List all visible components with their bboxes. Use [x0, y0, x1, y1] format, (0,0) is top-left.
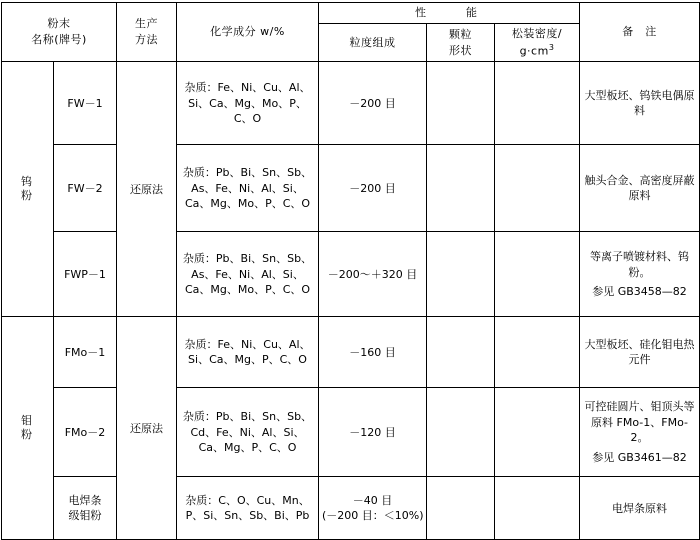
- header-particle-shape: 颗粒 形状: [427, 23, 495, 62]
- grade-fmo-2: FMo－2: [54, 388, 117, 477]
- shape-welding-rod-mo: [427, 477, 495, 540]
- size-welding-rod-mo: －40 目 (－200 目：＜10%): [319, 477, 427, 540]
- size-fmo-1: －160 目: [319, 317, 427, 388]
- chem-fw-2: 杂质：Pb、Bi、Sn、Sb、As、Fe、Ni、Al、Si、Ca、Mg、Mo、P、C、O: [177, 145, 319, 232]
- chem-fw-1: 杂质：Fe、Ni、Cu、Al、Si、Ca、Mg、Mo、P、C、O: [177, 62, 319, 145]
- table-row: [2, 388, 700, 477]
- chem-fmo-1: 杂质：Fe、Ni、Cu、Al、Si、Ca、Mg、P、C、O: [177, 317, 319, 388]
- remark-fw-1: 大型板坯、钨铁电偶原料: [580, 62, 700, 145]
- grade-welding-rod-mo: 电焊条 级钼粉: [54, 477, 117, 540]
- density-fw-1: [495, 62, 580, 145]
- grade-fmo-1: FMo－1: [54, 317, 117, 388]
- group-name-tungsten: 钨 粉: [2, 62, 54, 317]
- density-fmo-1: [495, 317, 580, 388]
- table-row: [2, 62, 700, 145]
- chem-fmo-2: 杂质：Pb、Bi、Sn、Sb、Cd、Fe、Ni、Al、Si、Ca、Mg、P、C、O: [177, 388, 319, 477]
- remark-fmo-2: [580, 388, 700, 477]
- document-page: [0, 2, 700, 523]
- size-fw-2: －200 目: [319, 145, 427, 232]
- chem-fwp-1: 杂质：Pb、Bi、Sn、Sb、As、Fe、Ni、Al、Si、Ca、Mg、Mo、P、C、O: [177, 232, 319, 317]
- table-row: [2, 477, 700, 540]
- grade-fwp-1: FWP－1: [54, 232, 117, 317]
- size-fw-1: －200 目: [319, 62, 427, 145]
- header-apparent-density: 松装密度/ $g\cdot cm^3$: [495, 23, 580, 62]
- shape-fmo-1: [427, 317, 495, 388]
- header-powder-name: 粉末 名称(牌号): [2, 3, 117, 62]
- size-fmo-2: －120 目: [319, 388, 427, 477]
- remark-fwp-1-standard: 参见 GB3458—82: [592, 285, 687, 299]
- remark-fwp-1: [580, 232, 700, 317]
- header-particle-size: 粒度组成: [319, 23, 427, 62]
- density-unit-exponent: 3: [548, 42, 555, 52]
- group-name-molybdenum: 钼 粉: [2, 317, 54, 540]
- shape-fwp-1: [427, 232, 495, 317]
- shape-fmo-2: [427, 388, 495, 477]
- remark-fw-2: 触头合金、高密度屏蔽原料: [580, 145, 700, 232]
- method-tungsten: 还原法: [117, 62, 177, 317]
- table-row: [2, 232, 700, 317]
- header-production-method: 生产 方法: [117, 3, 177, 62]
- table-row: [2, 317, 700, 388]
- header-chemical-composition: 化学成分 w/%: [177, 3, 319, 62]
- grade-fw-2: FW－2: [54, 145, 117, 232]
- density-welding-rod-mo: [495, 477, 580, 540]
- size-fwp-1: －200～＋320 目: [319, 232, 427, 317]
- table-header-row-1: [2, 3, 700, 24]
- density-fwp-1: [495, 232, 580, 317]
- density-fw-2: [495, 145, 580, 232]
- grade-fw-1: FW－1: [54, 62, 117, 145]
- powder-spec-table: [1, 2, 700, 540]
- shape-fw-2: [427, 145, 495, 232]
- table-row: [2, 145, 700, 232]
- remark-fmo-1: 大型板坯、硅化钼电热元件: [580, 317, 700, 388]
- shape-fw-1: [427, 62, 495, 145]
- density-fmo-2: [495, 388, 580, 477]
- chem-welding-rod-mo: 杂质：C、O、Cu、Mn、P、Si、Sn、Sb、Bi、Pb: [177, 477, 319, 540]
- remark-fmo-2-text: 可控硅圆片、钼顶头等原料 FMo-1、FMo-2。: [584, 399, 695, 445]
- header-remark: 备 注: [580, 3, 700, 62]
- remark-fwp-1-text: 等离子喷镀材料、钨粉。: [590, 249, 689, 279]
- remark-welding-rod-mo: 电焊条原料: [580, 477, 700, 540]
- header-performance: 性 能: [319, 3, 580, 24]
- method-molybdenum: 还原法: [117, 317, 177, 540]
- remark-fmo-2-standard: 参见 GB3461—82: [592, 451, 687, 465]
